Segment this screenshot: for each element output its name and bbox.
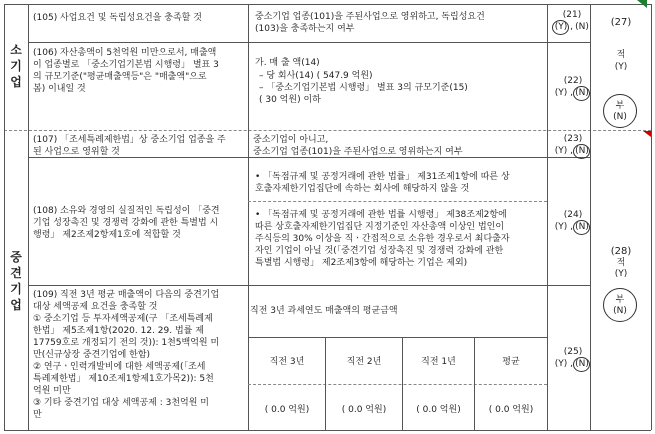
table-left-border bbox=[4, 4, 5, 430]
header-average: 평균 bbox=[502, 357, 520, 367]
separator-comma: , bbox=[570, 359, 573, 369]
criterion-106-text: (106) 자산총액이 5천억원 미만으로서, 매출액 이 업종별로 「중소기업기본법 시행령」 별표 3 의 규모기준("평균매출액등"은 "매출액"으로 봄) 이내일 것 bbox=[33, 48, 219, 94]
criterion-105-text: (105) 사업요건 및 독립성요건을 충족할 것 bbox=[33, 13, 202, 23]
no-code: (N) bbox=[613, 306, 627, 316]
category-column-border bbox=[28, 4, 29, 430]
criterion-108-text: (108) 소유와 경영의 실질적인 독립성이 「중견 기업 성장촉진 및 경쟁력 강화에 관한 특별법 시 행령」 제2조제2항제1호에 적합할 것 bbox=[33, 206, 220, 240]
category-char: 기 bbox=[10, 59, 22, 73]
separator-comma: , bbox=[570, 146, 573, 156]
small-result-no-selected[interactable] bbox=[603, 94, 637, 128]
check-number: (21) bbox=[562, 10, 582, 20]
header-year-3: 직전 3년 bbox=[269, 357, 305, 367]
separator-comma: , bbox=[570, 88, 573, 98]
selected-circle bbox=[573, 86, 590, 101]
header-year-2: 직전 2년 bbox=[346, 357, 382, 367]
separator-comma: , bbox=[570, 222, 573, 232]
subtable-col-divider bbox=[402, 337, 403, 430]
no-option[interactable]: (N) bbox=[575, 146, 589, 156]
check-column-border bbox=[547, 4, 548, 430]
medium-result-yes-code[interactable]: (Y) bbox=[614, 269, 628, 279]
company-sales: – 당 회사(14) ( 547.9 억원) bbox=[259, 71, 373, 81]
yes-option[interactable]: (Y) bbox=[554, 22, 568, 32]
row-divider-4 bbox=[28, 285, 590, 286]
category-char: 업 bbox=[10, 298, 22, 312]
red-corner-marker bbox=[643, 131, 651, 137]
check-108-a: • 「독점규제 및 공정거래에 관한 법률」 제31조제1항에 따른 상 호출자제한기업집단에 속하는 회사에 해당하지 않을 것 bbox=[255, 172, 510, 194]
yes-option[interactable]: (Y) bbox=[554, 146, 568, 156]
no-option[interactable]: (N) bbox=[575, 88, 589, 98]
small-result-number: (27) bbox=[610, 17, 632, 28]
category-char: 견 bbox=[10, 266, 22, 280]
no-option[interactable]: (N) bbox=[575, 359, 589, 369]
no-option[interactable]: (N) bbox=[575, 222, 589, 232]
subtable-divider bbox=[248, 384, 547, 385]
check-108-b: • 「독점규제 및 공정거래에 관한 법률 시행령」 제38조제2항에 따른 상호출자제한기업집단 지정기준인 자산총액 이상인 법인이 주식등의 30% 이상을 직ㆍ간접적으로 소유한 경우로서 최다출자 자인 기업이 아닐 것(「중견기업 성장촉진 및 경쟁력 강화에 관한 특별법 시행령」 제2조제3항에 해당하는 기업은 제외) bbox=[255, 210, 510, 268]
inner-divider bbox=[248, 201, 547, 202]
check-105-text: 중소기업 업종(101)을 주된사업으로 영위하고, 독립성요건 (103)을 충족하는지 여부 bbox=[255, 12, 485, 34]
medium-result-number: (28) bbox=[610, 246, 632, 257]
check-number: (24) bbox=[563, 210, 583, 220]
check-number: (25) bbox=[563, 347, 583, 357]
header-year-1: 직전 1년 bbox=[421, 357, 456, 367]
no-code: (N) bbox=[613, 112, 627, 122]
value-year-1: ( 0.0 억원) bbox=[416, 405, 461, 415]
no-label: 부 bbox=[615, 101, 625, 111]
no-option[interactable]: (N) bbox=[575, 22, 589, 32]
row-divider-1 bbox=[28, 42, 590, 43]
category-char: 업 bbox=[10, 75, 22, 89]
criterion-107-text: (107) 「조세특례제한법」상 중소기업 업종을 주 된 사업으로 영위할 것 bbox=[33, 135, 226, 157]
value-year-3: ( 0.0 억원) bbox=[264, 405, 310, 415]
green-corner-marker bbox=[637, 0, 647, 8]
sales-title: 가. 매 출 액(14) bbox=[255, 58, 320, 68]
selected-circle bbox=[552, 20, 569, 35]
selected-circle bbox=[573, 357, 590, 372]
selected-circle bbox=[573, 144, 590, 159]
small-result-yes-code[interactable]: (Y) bbox=[614, 62, 628, 72]
criterion-109-text: (109) 직전 3년 평균 매출액이 다음의 중견기업 대상 세액공제 요건을 충족할 것 ① 중소기업 등 투자세액공제(구 「조세특례제 한법」 제5조제1항(2020. 12. 29. 법률 제 17759호로 개정되기 전의 것)): 1천5백억원 미 만(신규상장 중견기업에 한함) ② 연구ㆍ인력개발비에 대한 세액공제(「조세 특례제한법」 제10조제1항제1호가목2)): 5천 억원 미만 ③ 기타 중견기업 대상 세액공제 : 3천억원 미 만 bbox=[33, 290, 220, 420]
table-bottom-border bbox=[4, 430, 651, 431]
small-result-yes: 적 bbox=[616, 50, 626, 60]
check-number: (23) bbox=[563, 134, 583, 144]
category-char: 기 bbox=[10, 282, 22, 296]
category-char: 중 bbox=[10, 250, 22, 264]
no-label: 부 bbox=[615, 295, 625, 305]
check-number: (22) bbox=[563, 76, 583, 86]
check-107-text: 중소기업이 아니고, 중소기업 업종(101)을 주된사업으로 영위하는지 여부 bbox=[253, 135, 463, 157]
selected-circle bbox=[573, 220, 590, 235]
size-criterion: – 「중소기업기본법 시행령」 별표 3의 규모기준(15) ( 30 억원) 이하 bbox=[259, 83, 468, 105]
medium-result-no-selected[interactable] bbox=[603, 288, 637, 322]
medium-result-yes: 적 bbox=[616, 258, 626, 268]
section-divider bbox=[4, 130, 651, 131]
avg-sales-title: 직전 3년 과세연도 매출액의 평균금액 bbox=[250, 306, 398, 316]
value-year-2: ( 0.0 억원) bbox=[341, 405, 387, 415]
yes-option[interactable]: (Y) bbox=[554, 222, 568, 232]
subtable-col-divider bbox=[474, 337, 475, 430]
yes-option[interactable]: (Y) bbox=[554, 88, 568, 98]
category-char: 소 bbox=[10, 43, 22, 57]
subtable-top bbox=[248, 337, 547, 338]
table-top-border bbox=[4, 4, 651, 5]
separator-comma: , bbox=[570, 22, 573, 32]
yes-option[interactable]: (Y) bbox=[554, 359, 568, 369]
table-right-border bbox=[651, 4, 652, 430]
subtable-col-divider bbox=[325, 337, 326, 430]
value-average: ( 0.0 억원) bbox=[488, 405, 534, 415]
